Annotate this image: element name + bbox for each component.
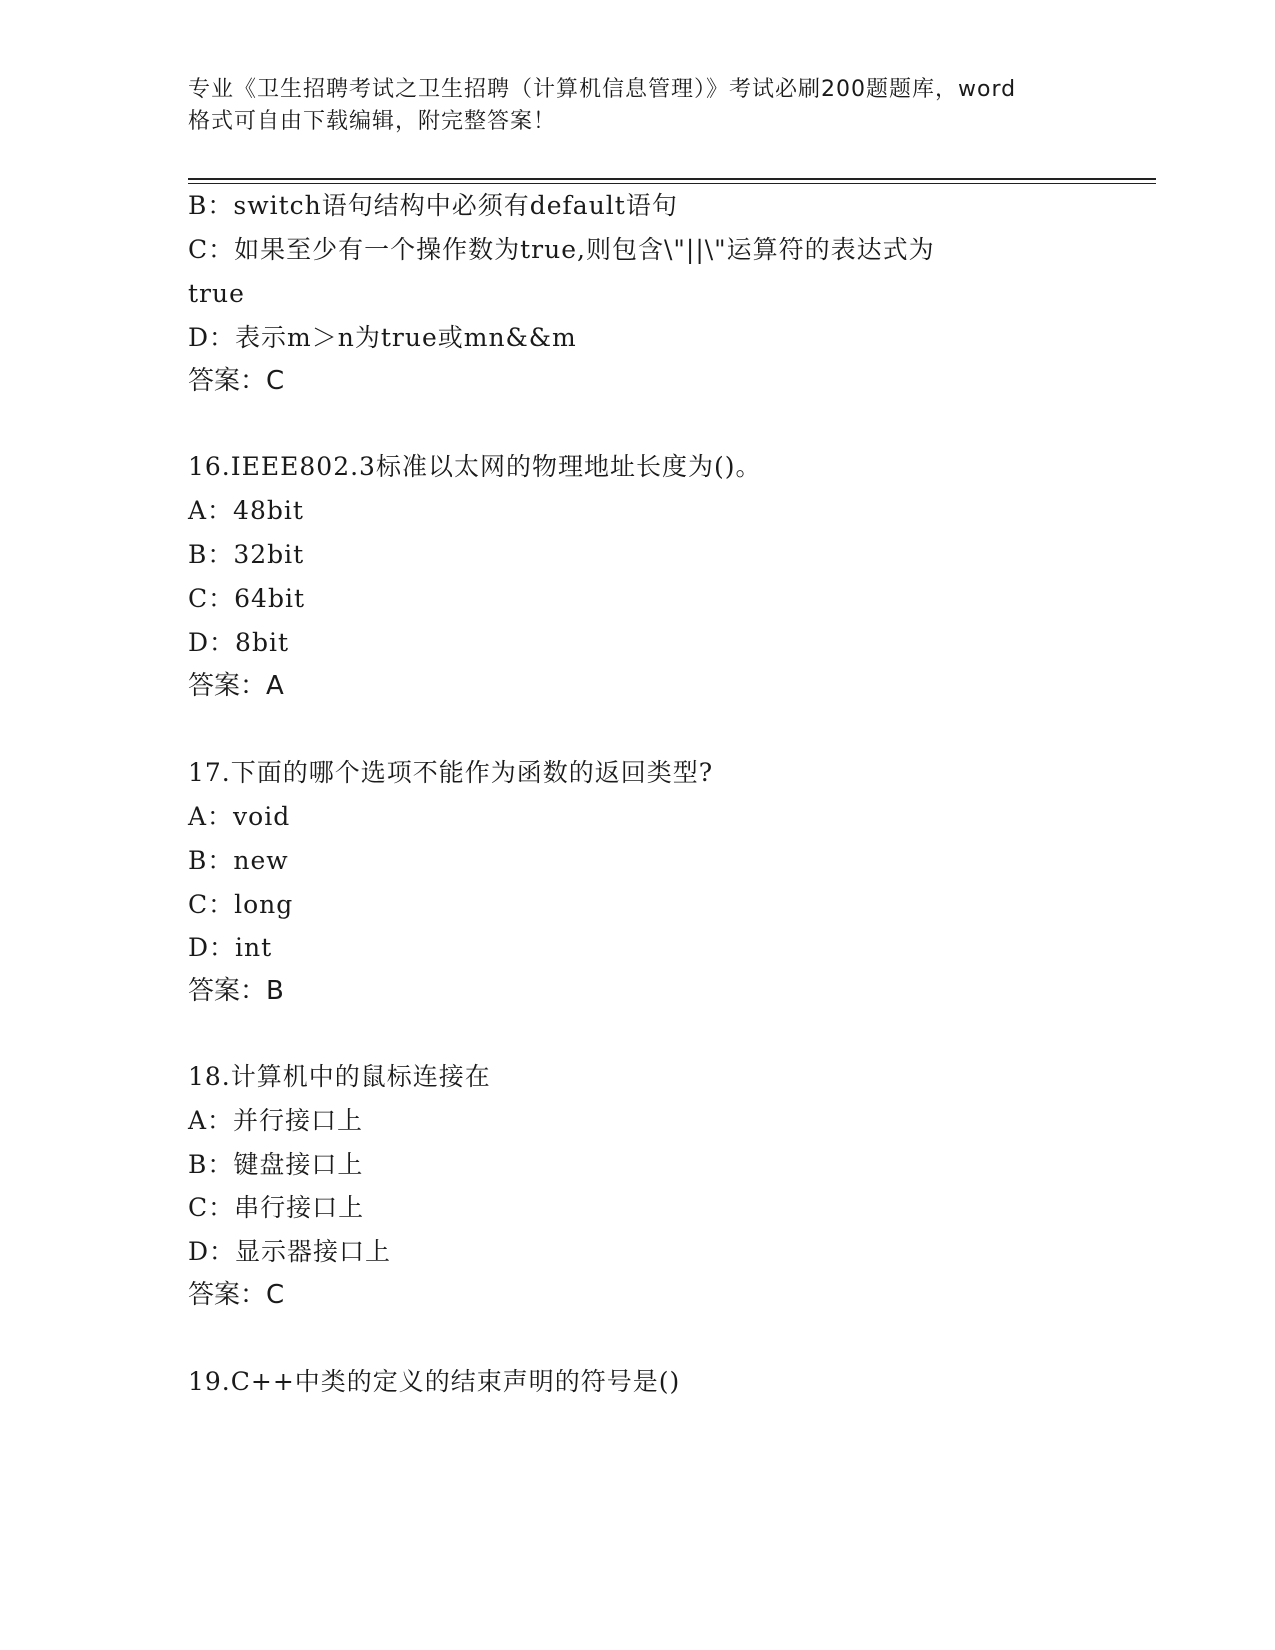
header-rule-thin	[188, 183, 1156, 184]
header-line-1: 专业《卫生招聘考试之卫生招聘（计算机信息管理）》考试必刷200题题库，word	[188, 77, 1017, 102]
q17-option-d: D：int	[188, 933, 273, 962]
q18-stem: 18.计算机中的鼠标连接在	[188, 1062, 491, 1091]
q17-option-a: A：void	[188, 802, 291, 831]
q15-option-d: D：表示m＞n为true或mn&&m	[188, 323, 577, 352]
document-header	[188, 74, 1088, 138]
q19-stem: 19.C++中类的定义的结束声明的符号是()	[188, 1367, 681, 1396]
header-rule-thick	[188, 178, 1156, 180]
q15-answer: 答案：C	[188, 366, 285, 396]
q16-option-c: C：64bit	[188, 584, 305, 613]
q17-answer: 答案：B	[188, 976, 284, 1006]
q16-stem: 16.IEEE802.3标准以太网的物理地址长度为()。	[188, 452, 762, 481]
q18-option-d: D：显示器接口上	[188, 1237, 392, 1266]
q18-option-b: B：键盘接口上	[188, 1150, 364, 1179]
q16-option-b: B：32bit	[188, 540, 305, 569]
q16-answer: 答案：A	[188, 671, 284, 701]
q15-option-c-line1: C：如果至少有一个操作数为true,则包含\"||\"运算符的表达式为	[188, 235, 935, 264]
q18-option-c: C：串行接口上	[188, 1193, 365, 1222]
q18-option-a: A：并行接口上	[188, 1106, 364, 1135]
q17-option-b: B：new	[188, 846, 289, 875]
q18-answer: 答案：C	[188, 1280, 285, 1310]
header-line-2: 格式可自由下载编辑，附完整答案！	[188, 109, 557, 134]
q15-option-b: B：switch语句结构中必须有default语句	[188, 191, 678, 220]
q17-stem: 17.下面的哪个选项不能作为函数的返回类型?	[188, 758, 714, 787]
q17-option-c: C：long	[188, 890, 294, 919]
q15-option-c-line2: true	[188, 279, 245, 308]
q16-option-d: D：8bit	[188, 628, 289, 657]
q16-option-a: A：48bit	[188, 496, 304, 525]
